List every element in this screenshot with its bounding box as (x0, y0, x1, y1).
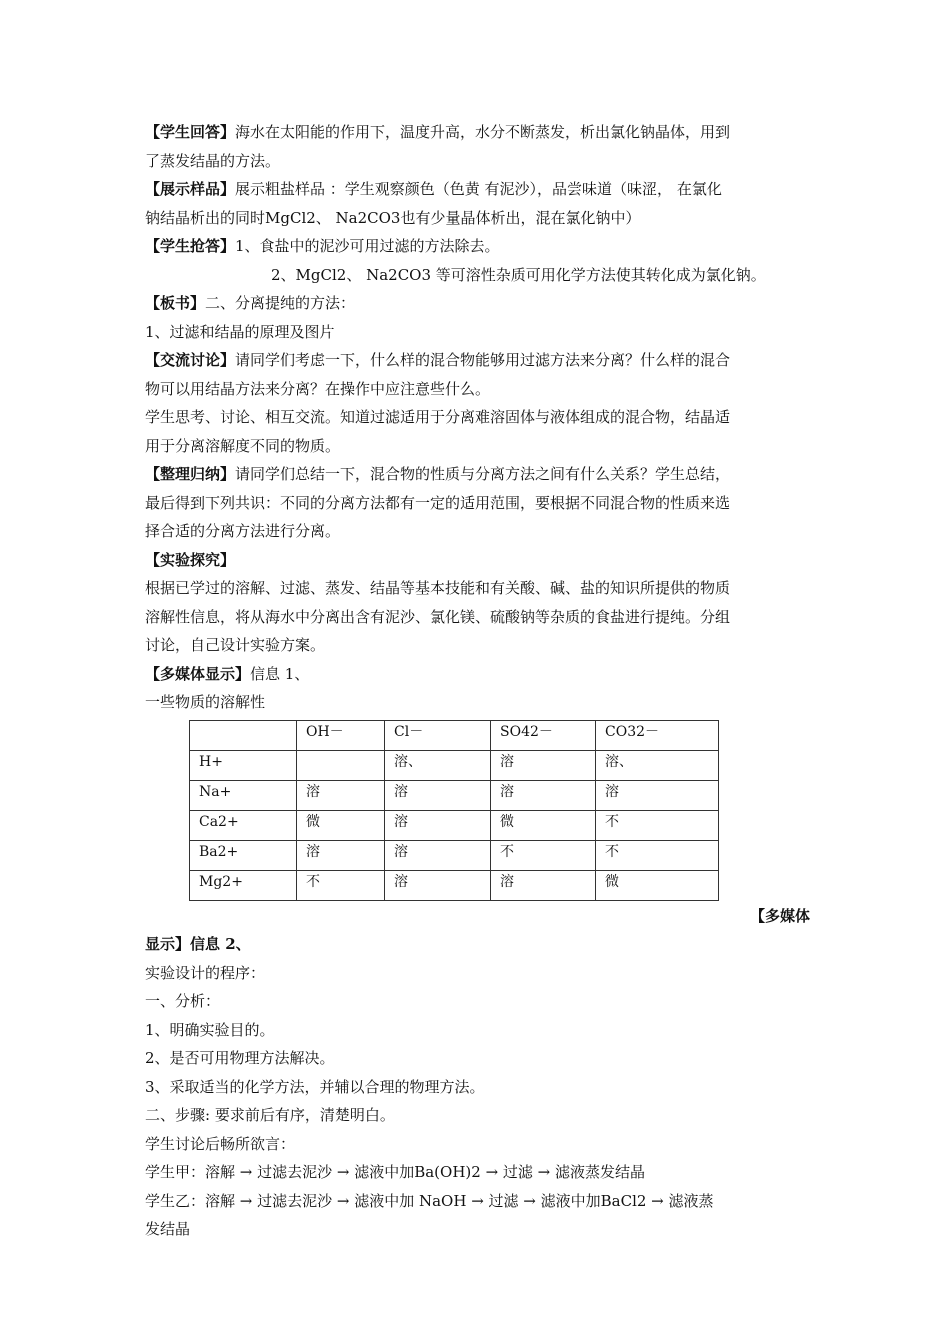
table-cell: 溶 (596, 780, 719, 810)
table-cell: 溶 (491, 870, 596, 900)
table-row (190, 750, 719, 780)
table-cell: 不 (596, 810, 719, 840)
table-cell: 溶 (297, 780, 385, 810)
table-cell: 溶 (297, 840, 385, 870)
table-cell: 微 (596, 870, 719, 900)
text-line: 用于分离溶解度不同的物质。 (145, 436, 341, 455)
table-row (190, 810, 719, 840)
text-line: 显示】信息 2、 (145, 935, 251, 953)
table-cell: 溶 (491, 780, 596, 810)
table-header-row (190, 720, 719, 750)
text-line: 溶解性信息，将从海水中分离出含有泥沙、氯化镁、硫酸钠等杂质的食盐进行提纯。分组 (145, 607, 731, 626)
text-line: 【学生抢答】1、食盐中的泥沙可用过滤的方法除去。 (145, 237, 500, 255)
text-line: 2、是否可用物理方法解决。 (145, 1049, 335, 1067)
table-cell: H+ (190, 750, 297, 780)
text-line: 2、MgCl2、 Na2CO3 等可溶性杂质可用化学方法使其转化成为氯化钠。 (271, 265, 766, 284)
text-line: 学生乙：溶解 → 过滤去泥沙 → 滤液中加 NaOH → 过滤 → 滤液中加BaCl2 → 滤液蒸 (145, 1191, 714, 1210)
table-cell (297, 750, 385, 780)
table-row (190, 840, 719, 870)
table-header-cell: CO32－ (596, 720, 719, 750)
table-header-cell: SO42－ (491, 720, 596, 750)
text-line: 学生甲：溶解 → 过滤去泥沙 → 滤液中加Ba(OH)2 → 过滤 → 滤液蒸发结晶 (145, 1163, 646, 1181)
text-line: 一、分析： (145, 992, 221, 1010)
table-cell: 不 (297, 870, 385, 900)
table-cell: 溶 (385, 870, 491, 900)
text-line: 钠结晶析出的同时MgCl2、 Na2CO3也有少量晶体析出，混在氯化钠中） (145, 208, 641, 227)
text-line: 3、采取适当的化学方法，并辅以合理的物理方法。 (145, 1077, 485, 1096)
text-line: 最后得到下列共识：不同的分离方法都有一定的适用范围，要根据不同混合物的性质来选 (145, 493, 731, 512)
text-line: 发结晶 (145, 1220, 191, 1238)
table-cell: 溶 (385, 780, 491, 810)
table-cell: 溶、 (596, 750, 719, 780)
table-cell: Mg2+ (190, 870, 297, 900)
text-line: 了蒸发结晶的方法。 (145, 151, 281, 170)
table-cell: 不 (491, 840, 596, 870)
text-line: 学生思考、讨论、相互交流。知道过滤适用于分离难溶固体与液体组成的混合物，结晶适 (145, 408, 731, 426)
table-cell: Ba2+ (190, 840, 297, 870)
text-line: 物可以用结晶方法来分离？在操作中应注意些什么。 (145, 379, 491, 398)
text-line: 讨论，自己设计实验方案。 (145, 636, 326, 654)
text-line: 【多媒体 (749, 906, 810, 925)
table-cell: 溶、 (385, 750, 491, 780)
text-line: 学生讨论后畅所欲言： (145, 1134, 296, 1153)
text-line: 1、过滤和结晶的原理及图片 (145, 322, 335, 341)
table-cell: 微 (491, 810, 596, 840)
solubility-table (189, 720, 719, 901)
text-line: 【板书】二、分离提纯的方法： (145, 294, 356, 312)
text-line: 【学生回答】海水在太阳能的作用下，温度升高，水分不断蒸发，析出氯化钠晶体，用到 (145, 123, 731, 141)
text-line: 1、明确实验目的。 (145, 1020, 275, 1039)
table-header-cell (190, 720, 297, 750)
section-heading: 【实验探究】 (145, 550, 236, 569)
table-caption: 一些物质的溶解性 (145, 693, 266, 711)
document-body (145, 118, 810, 1244)
table-cell: 不 (596, 840, 719, 870)
table-cell: 微 (297, 810, 385, 840)
text-line: 【展示样品】展示粗盐样品 ：学生观察颜色（色黄 有泥沙），品尝味道（味涩， 在氯化 (145, 180, 722, 198)
table-cell: Na+ (190, 780, 297, 810)
table-header-cell: OH－ (297, 720, 385, 750)
table-cell: 溶 (385, 810, 491, 840)
table-row (190, 780, 719, 810)
table-cell: 溶 (491, 750, 596, 780)
text-line: 根据已学过的溶解、过滤、蒸发、结晶等基本技能和有关酸、碱、盐的知识所提供的物质 (145, 579, 731, 597)
text-line: 二、步骤: 要求前后有序，清楚明白。 (145, 1106, 395, 1124)
table-cell: Ca2+ (190, 810, 297, 840)
text-line: 实验设计的程序： (145, 963, 266, 982)
table-row (190, 870, 719, 900)
table-header-cell: Cl－ (385, 720, 491, 750)
table-cell: 溶 (385, 840, 491, 870)
text-line: 择合适的分离方法进行分离。 (145, 522, 341, 540)
text-line: 【交流讨论】请同学们考虑一下，什么样的混合物能够用过滤方法来分离？什么样的混合 (145, 351, 731, 369)
text-line: 【多媒体显示】信息 1、 (145, 664, 310, 683)
text-line: 【整理归纳】请同学们总结一下，混合物的性质与分离方法之间有什么关系？学生总结， (145, 465, 731, 483)
